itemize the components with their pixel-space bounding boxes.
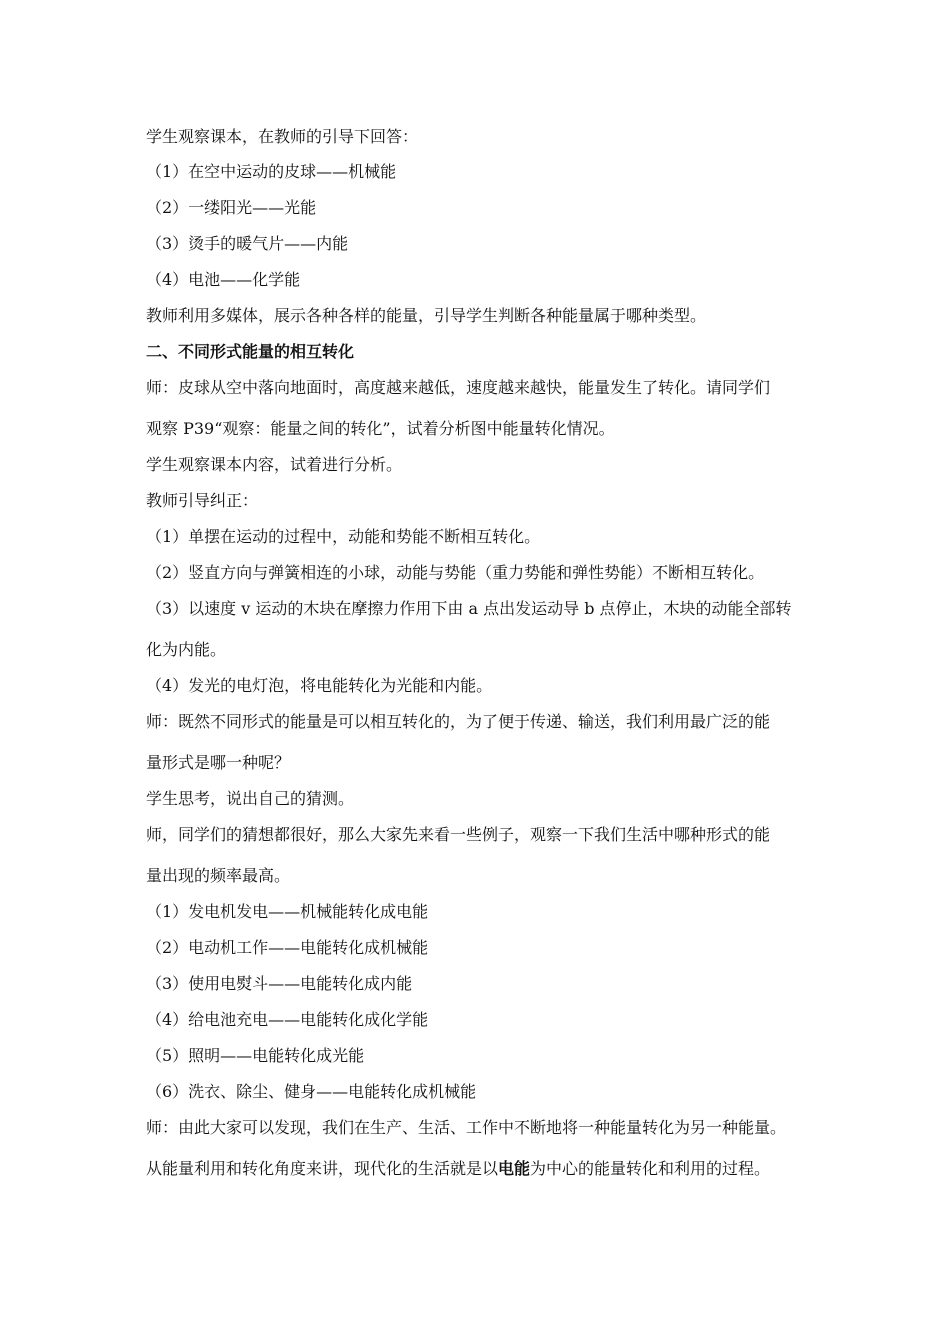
list-item: （5）照明——电能转化成光能: [146, 1046, 365, 1065]
list-item: （3）以速度 v 运动的木块在摩擦力作用下由 a 点出发运动导 b 点停止，木块的动能全部转: [146, 599, 792, 618]
list-item: （4）给电池充电——电能转化成化学能: [146, 1010, 429, 1029]
list-item: （3）烫手的暖气片——内能: [146, 234, 349, 253]
list-item: （1）在空中运动的皮球——机械能: [146, 162, 397, 181]
paragraph-line: 师，同学们的猜想都很好，那么大家先来看一些例子，观察一下我们生活中哪种形式的能: [146, 825, 771, 844]
paragraph-line: 学生观察课本内容，试着进行分析。: [146, 455, 403, 474]
paragraph-line: 学生观察课本，在教师的引导下回答：: [146, 127, 419, 146]
paragraph-line: 师：既然不同形式的能量是可以相互转化的，为了便于传递、输送，我们利用最广泛的能: [146, 712, 771, 731]
paragraph-line-last: [146, 1158, 770, 1180]
paragraph-line: 师：由此大家可以发现，我们在生产、生活、工作中不断地将一种能量转化为另一种能量。: [146, 1118, 787, 1137]
paragraph-line: 教师引导纠正：: [146, 491, 259, 510]
paragraph-line: 观察 P39“观察：能量之间的转化”，试着分析图中能量转化情况。: [146, 419, 615, 438]
paragraph-line: 量形式是哪一种呢？: [146, 753, 291, 772]
paragraph-line: 化为内能。: [146, 640, 227, 659]
list-item: （2）电动机工作——电能转化成机械能: [146, 938, 429, 957]
emphasis-text: 电能: [498, 1159, 531, 1178]
list-item: （6）洗衣、除尘、健身——电能转化成机械能: [146, 1082, 477, 1101]
list-item: （2）竖直方向与弹簧相连的小球，动能与势能（重力势能和弹性势能）不断相互转化。: [146, 563, 765, 582]
text-run: 为中心的能量转化和利用的过程。: [530, 1159, 771, 1178]
list-item: （4）发光的电灯泡，将电能转化为光能和内能。: [146, 676, 493, 695]
list-item: （3）使用电熨斗——电能转化成内能: [146, 974, 413, 993]
list-item: （2）一缕阳光——光能: [146, 198, 317, 217]
list-item: （1）发电机发电——机械能转化成电能: [146, 902, 429, 921]
list-item: （1）单摆在运动的过程中，动能和势能不断相互转化。: [146, 527, 541, 546]
paragraph-line: 师：皮球从空中落向地面时，高度越来越低，速度越来越快，能量发生了转化。请同学们: [146, 378, 771, 397]
text-run: 从能量利用和转化角度来讲，现代化的生活就是以: [146, 1159, 499, 1178]
list-item: （4）电池——化学能: [146, 270, 301, 289]
section-heading: 二、不同形式能量的相互转化: [146, 342, 355, 361]
paragraph-line: 量出现的频率最高。: [146, 866, 291, 885]
paragraph-line: 学生思考，说出自己的猜测。: [146, 789, 355, 808]
paragraph-line: 教师利用多媒体，展示各种各样的能量，引导学生判断各种能量属于哪种类型。: [146, 306, 707, 325]
